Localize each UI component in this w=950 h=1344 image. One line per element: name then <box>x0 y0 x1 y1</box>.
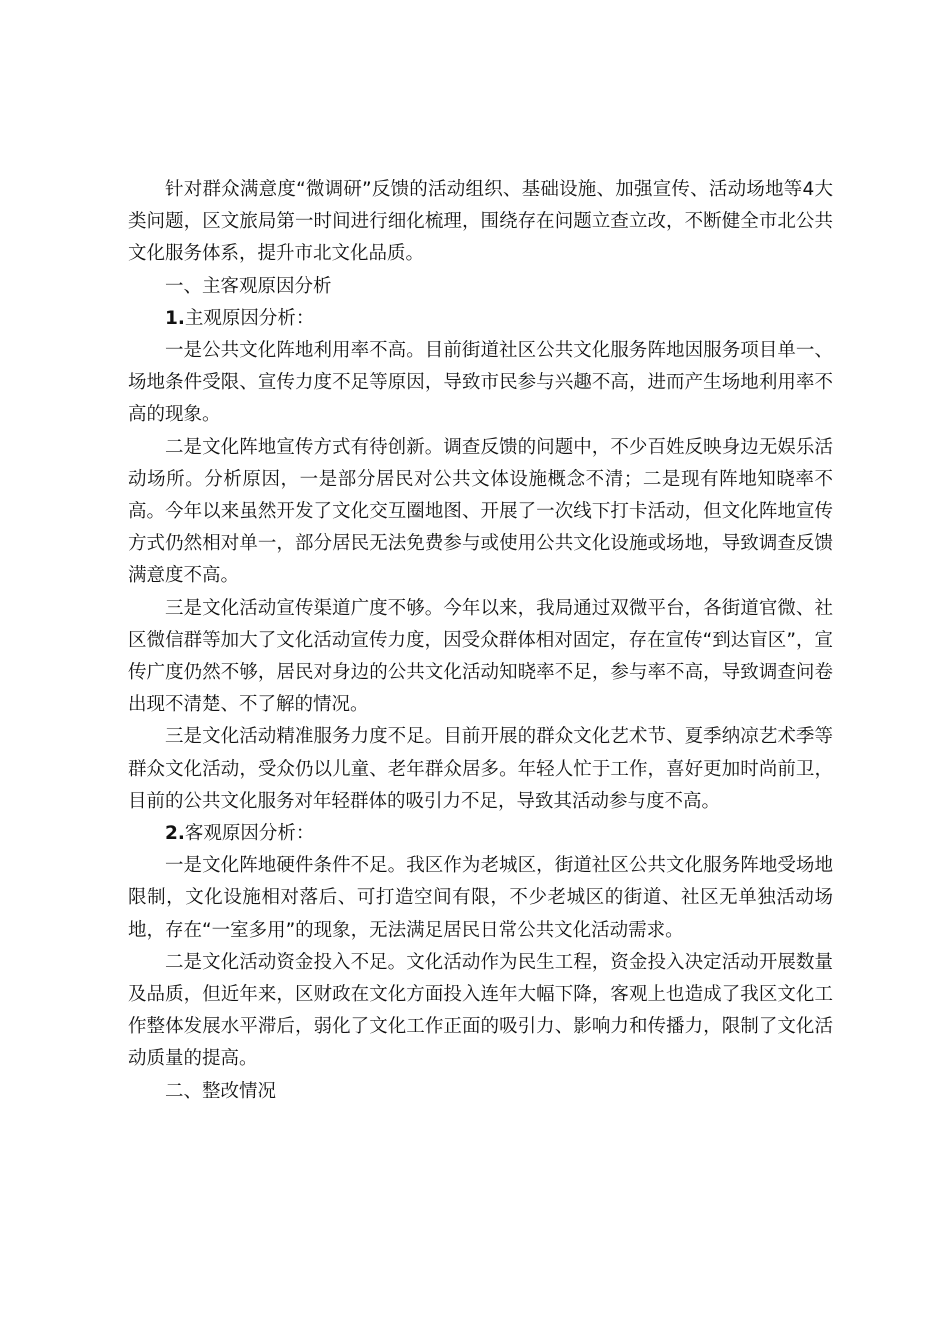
section-heading-rectification: 二、整改情况 <box>165 1080 277 1102</box>
objective-point-1: 一是文化阵地硬件条件不足。我区作为老城区，街道社区公共文化服务阵地受场地限制，文化设施相对落后、可打造空间有限，不少老城区的街道、社区无单独活动场地，存在“一室多用”的现象，无法满足居民日常公共文化活动需求。 <box>128 855 833 941</box>
subjective-point-4: 三是文化活动精准服务力度不足。目前开展的群众文化艺术节、夏季纳凉艺术季等群众文化活动，受众仍以儿童、老年群众居多。年轻人忙于工作，喜好更加时尚前卫，目前的公共文化服务对年轻群体的吸引力不足，导致其活动参与度不高。 <box>128 726 833 812</box>
subheading-label: 客观原因分析： <box>184 823 315 845</box>
intro-paragraph: 针对群众满意度“微调研”反馈的活动组织、基础设施、加强宣传、活动场地等4大类问题，区文旅局第一时间进行细化梳理，围绕存在问题立查立改，不断健全市北公共文化服务体系，提升市北文化品质。 <box>128 179 833 265</box>
subjective-point-2: 二是文化阵地宣传方式有待创新。调查反馈的问题中，不少百姓反映身边无娱乐活动场所。分析原因，一是部分居民对公共文体设施概念不清；二是现有阵地知晓率不高。今年以来虽然开发了文化交互圈地图、开展了一次线下打卡活动，但文化阵地宣传方式仍然相对单一，部分居民无法免费参与或使用公共文化设施或场地，导致调查反馈满意度不高。 <box>128 436 833 587</box>
subheading-number: 2. <box>165 823 185 845</box>
subjective-point-3: 三是文化活动宣传渠道广度不够。今年以来，我局通过双微平台，各街道官微、社区微信群等加大了文化活动宣传力度，因受众群体相对固定，存在宣传“到达盲区”，宣传广度仍然不够，居民对身边的公共文化活动知晓率不足，参与率不高，导致调查问卷出现不清楚、不了解的情况。 <box>128 597 833 716</box>
subheading-label: 主观原因分析： <box>184 307 315 329</box>
subheading-objective <box>128 818 833 850</box>
subheading-subjective <box>128 303 833 335</box>
subheading-number: 1. <box>165 307 185 329</box>
document-body <box>128 174 833 1108</box>
section-heading-cause-analysis: 一、主客观原因分析 <box>165 275 332 297</box>
subjective-point-1: 一是公共文化阵地利用率不高。目前街道社区公共文化服务阵地因服务项目单一、场地条件受限、宣传力度不足等原因，导致市民参与兴趣不高，进而产生场地利用率不高的现象。 <box>128 340 833 426</box>
objective-point-2: 二是文化活动资金投入不足。文化活动作为民生工程，资金投入决定活动开展数量及品质，但近年来，区财政在文化方面投入连年大幅下降，客观上也造成了我区文化工作整体发展水平滞后，弱化了文化工作正面的吸引力、影响力和传播力，限制了文化活动质量的提高。 <box>128 951 833 1070</box>
